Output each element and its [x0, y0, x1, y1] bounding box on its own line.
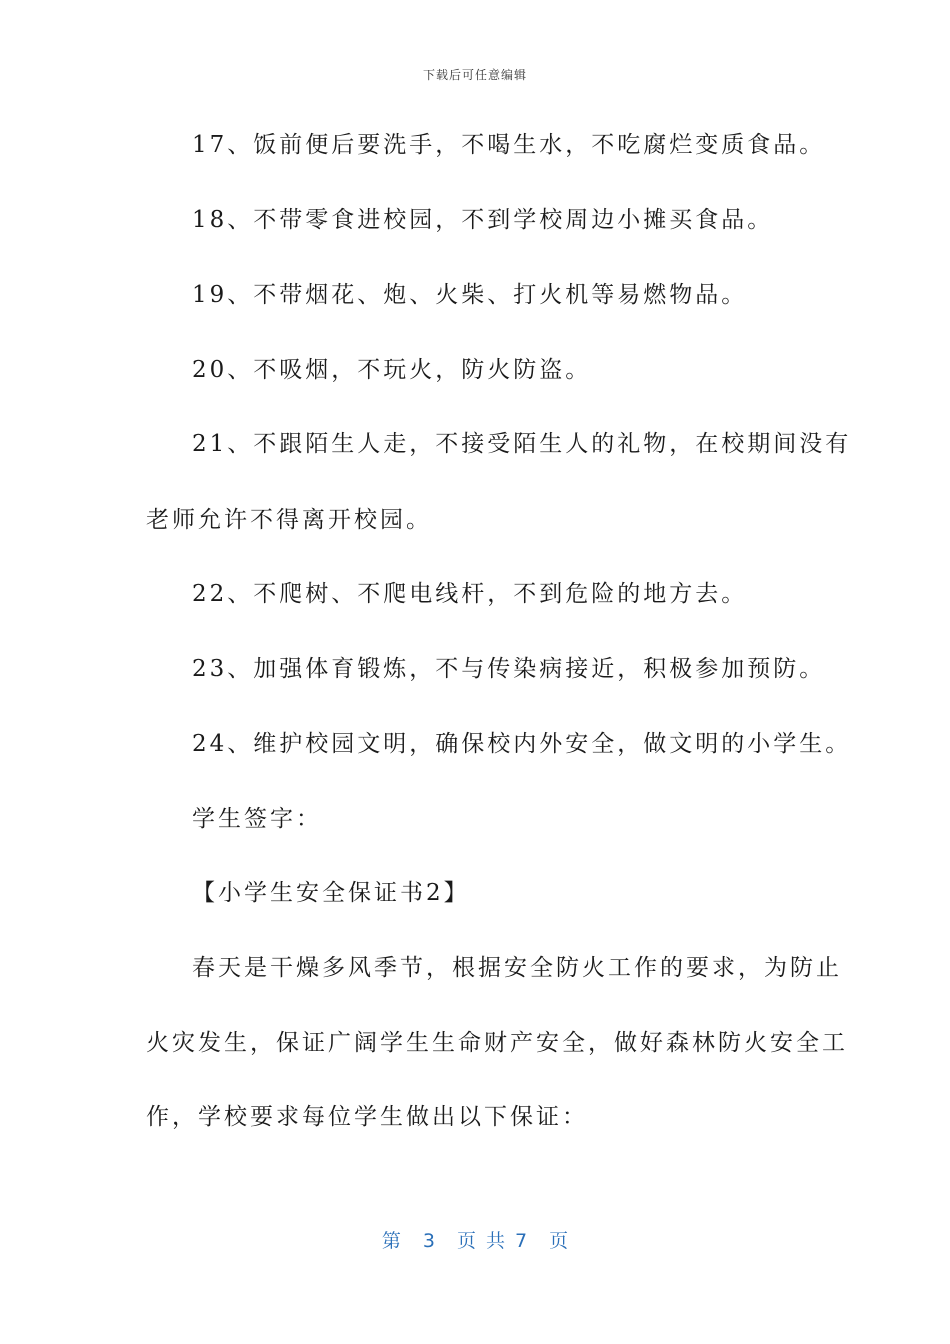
section-title: 【小学生安全保证书2】	[192, 880, 470, 906]
footer-suffix: 页	[549, 1230, 569, 1252]
paragraph-item-17: 17、饭前便后要洗手，不喝生水，不吃腐烂变质食品。	[192, 132, 826, 158]
intro-line-3: 作，学校要求每位学生做出以下保证：	[146, 1104, 588, 1130]
intro-line-1: 春天是干燥多风季节，根据安全防火工作的要求，为防止	[192, 955, 842, 981]
paragraph-item-21-line-1: 21、不跟陌生人走，不接受陌生人的礼物，在校期间没有	[192, 431, 852, 457]
paragraph-item-18: 18、不带零食进校园，不到学校周边小摊买食品。	[192, 207, 774, 233]
signature-label: 学生签字：	[192, 806, 322, 832]
paragraph-item-22: 22、不爬树、不爬电线杆，不到危险的地方去。	[192, 581, 748, 607]
footer-prefix: 第	[381, 1230, 401, 1252]
paragraph-item-19: 19、不带烟花、炮、火柴、打火机等易燃物品。	[192, 282, 748, 308]
footer-total-pages: 7	[515, 1230, 528, 1252]
paragraph-item-20: 20、不吸烟，不玩火，防火防盗。	[192, 357, 592, 383]
paragraph-item-24: 24、维护校园文明，确保校内外安全，做文明的小学生。	[192, 731, 852, 757]
paragraph-item-21-line-2: 老师允许不得离开校园。	[146, 507, 432, 533]
header-note: 下载后可任意编辑	[422, 68, 527, 82]
footer-middle: 页 共	[456, 1230, 506, 1252]
intro-line-2: 火灾发生，保证广阔学生生命财产安全，做好森林防火安全工	[146, 1030, 848, 1056]
paragraph-item-23: 23、加强体育锻炼，不与传染病接近，积极参加预防。	[192, 656, 826, 682]
footer-current-page: 3	[422, 1230, 435, 1252]
page-number-footer	[0, 1226, 950, 1253]
